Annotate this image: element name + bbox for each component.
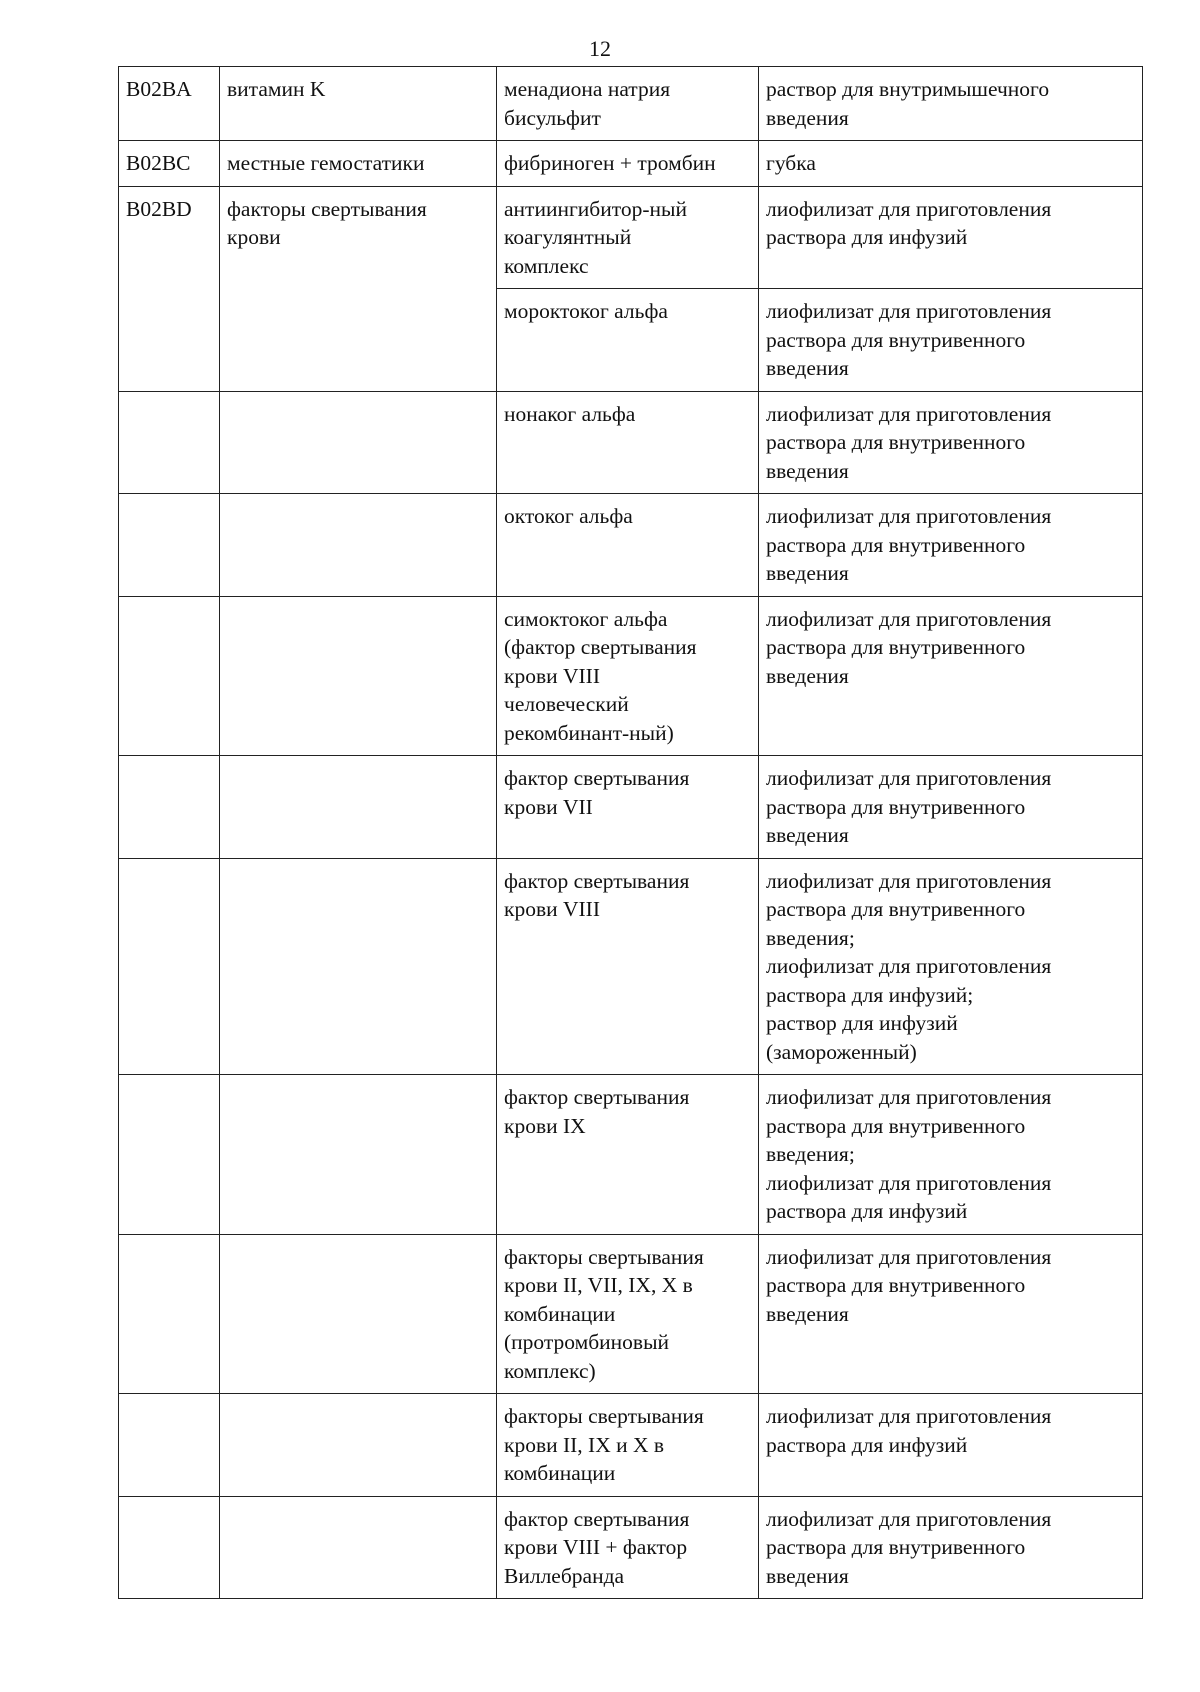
pharm-group-cell <box>220 494 497 597</box>
drug-name-cell: симоктоког альфа (фактор свертывания крови VIII человеческий рекомбинант-ный) <box>497 596 759 756</box>
dosage-form-cell: лиофилизат для приготовления раствора для внутривенного введения <box>759 391 1143 494</box>
atc-code-cell <box>119 391 220 494</box>
drug-name-cell: менадиона натрия бисульфит <box>497 67 759 141</box>
table-row <box>119 858 1143 1075</box>
atc-code-cell: B02BA <box>119 67 220 141</box>
drug-name-cell: факторы свертывания крови II, IX и X в комбинации <box>497 1394 759 1497</box>
dosage-form-cell: лиофилизат для приготовления раствора для внутривенного введения <box>759 1234 1143 1394</box>
dosage-form-cell: раствор для внутримышечного введения <box>759 67 1143 141</box>
atc-code-cell: B02BD <box>119 186 220 391</box>
table-row <box>119 494 1143 597</box>
table-row <box>119 186 1143 289</box>
table-row <box>119 1234 1143 1394</box>
table-row <box>119 1394 1143 1497</box>
table-row <box>119 1496 1143 1599</box>
atc-code-cell <box>119 1234 220 1394</box>
table-row <box>119 67 1143 141</box>
drug-name-cell: фактор свертывания крови IX <box>497 1075 759 1235</box>
dosage-form-cell: лиофилизат для приготовления раствора для внутривенного введения <box>759 289 1143 392</box>
atc-code-cell <box>119 858 220 1075</box>
table-row <box>119 391 1143 494</box>
dosage-form-cell: лиофилизат для приготовления раствора для внутривенного введения <box>759 596 1143 756</box>
pharm-group-cell: факторы свертывания крови <box>220 186 497 391</box>
table-row <box>119 141 1143 187</box>
pharm-group-cell <box>220 1075 497 1235</box>
pharm-group-cell <box>220 1496 497 1599</box>
pharm-group-cell: витамин K <box>220 67 497 141</box>
drug-name-cell: фактор свертывания крови VIII + фактор Виллебранда <box>497 1496 759 1599</box>
dosage-form-cell: лиофилизат для приготовления раствора для внутривенного введения; лиофилизат для приготовления раствора для инфузий; раствор для инфузий (замороженный) <box>759 858 1143 1075</box>
dosage-form-cell: лиофилизат для приготовления раствора для инфузий <box>759 186 1143 289</box>
atc-code-cell <box>119 1075 220 1235</box>
atc-code-cell: B02BC <box>119 141 220 187</box>
drug-name-cell: мороктоког альфа <box>497 289 759 392</box>
atc-code-cell <box>119 1496 220 1599</box>
atc-code-cell <box>119 596 220 756</box>
atc-code-cell <box>119 1394 220 1497</box>
table-row <box>119 596 1143 756</box>
drug-name-cell: факторы свертывания крови II, VII, IX, X в комбинации (протромбиновый комплекс) <box>497 1234 759 1394</box>
drug-name-cell: фактор свертывания крови VII <box>497 756 759 859</box>
pharm-group-cell <box>220 391 497 494</box>
dosage-form-cell: лиофилизат для приготовления раствора для внутривенного введения <box>759 494 1143 597</box>
page-number: 12 <box>589 36 611 61</box>
drug-name-cell: фактор свертывания крови VIII <box>497 858 759 1075</box>
atc-code-cell <box>119 756 220 859</box>
table-row <box>119 756 1143 859</box>
drug-name-cell: нонаког альфа <box>497 391 759 494</box>
dosage-form-cell: лиофилизат для приготовления раствора для внутривенного введения <box>759 756 1143 859</box>
pharm-group-cell <box>220 1394 497 1497</box>
drug-name-cell: октоког альфа <box>497 494 759 597</box>
pharm-group-cell <box>220 1234 497 1394</box>
atc-code-cell <box>119 494 220 597</box>
table-row <box>119 1075 1143 1235</box>
pharm-group-cell <box>220 858 497 1075</box>
dosage-form-cell: губка <box>759 141 1143 187</box>
dosage-form-cell: лиофилизат для приготовления раствора для внутривенного введения; лиофилизат для приготовления раствора для инфузий <box>759 1075 1143 1235</box>
dosage-form-cell: лиофилизат для приготовления раствора для инфузий <box>759 1394 1143 1497</box>
drug-name-cell: антиингибитор-ный коагулянтный комплекс <box>497 186 759 289</box>
pharm-group-cell <box>220 756 497 859</box>
drug-table <box>118 66 1143 1599</box>
pharm-group-cell: местные гемостатики <box>220 141 497 187</box>
dosage-form-cell: лиофилизат для приготовления раствора для внутривенного введения <box>759 1496 1143 1599</box>
drug-name-cell: фибриноген + тромбин <box>497 141 759 187</box>
pharm-group-cell <box>220 596 497 756</box>
